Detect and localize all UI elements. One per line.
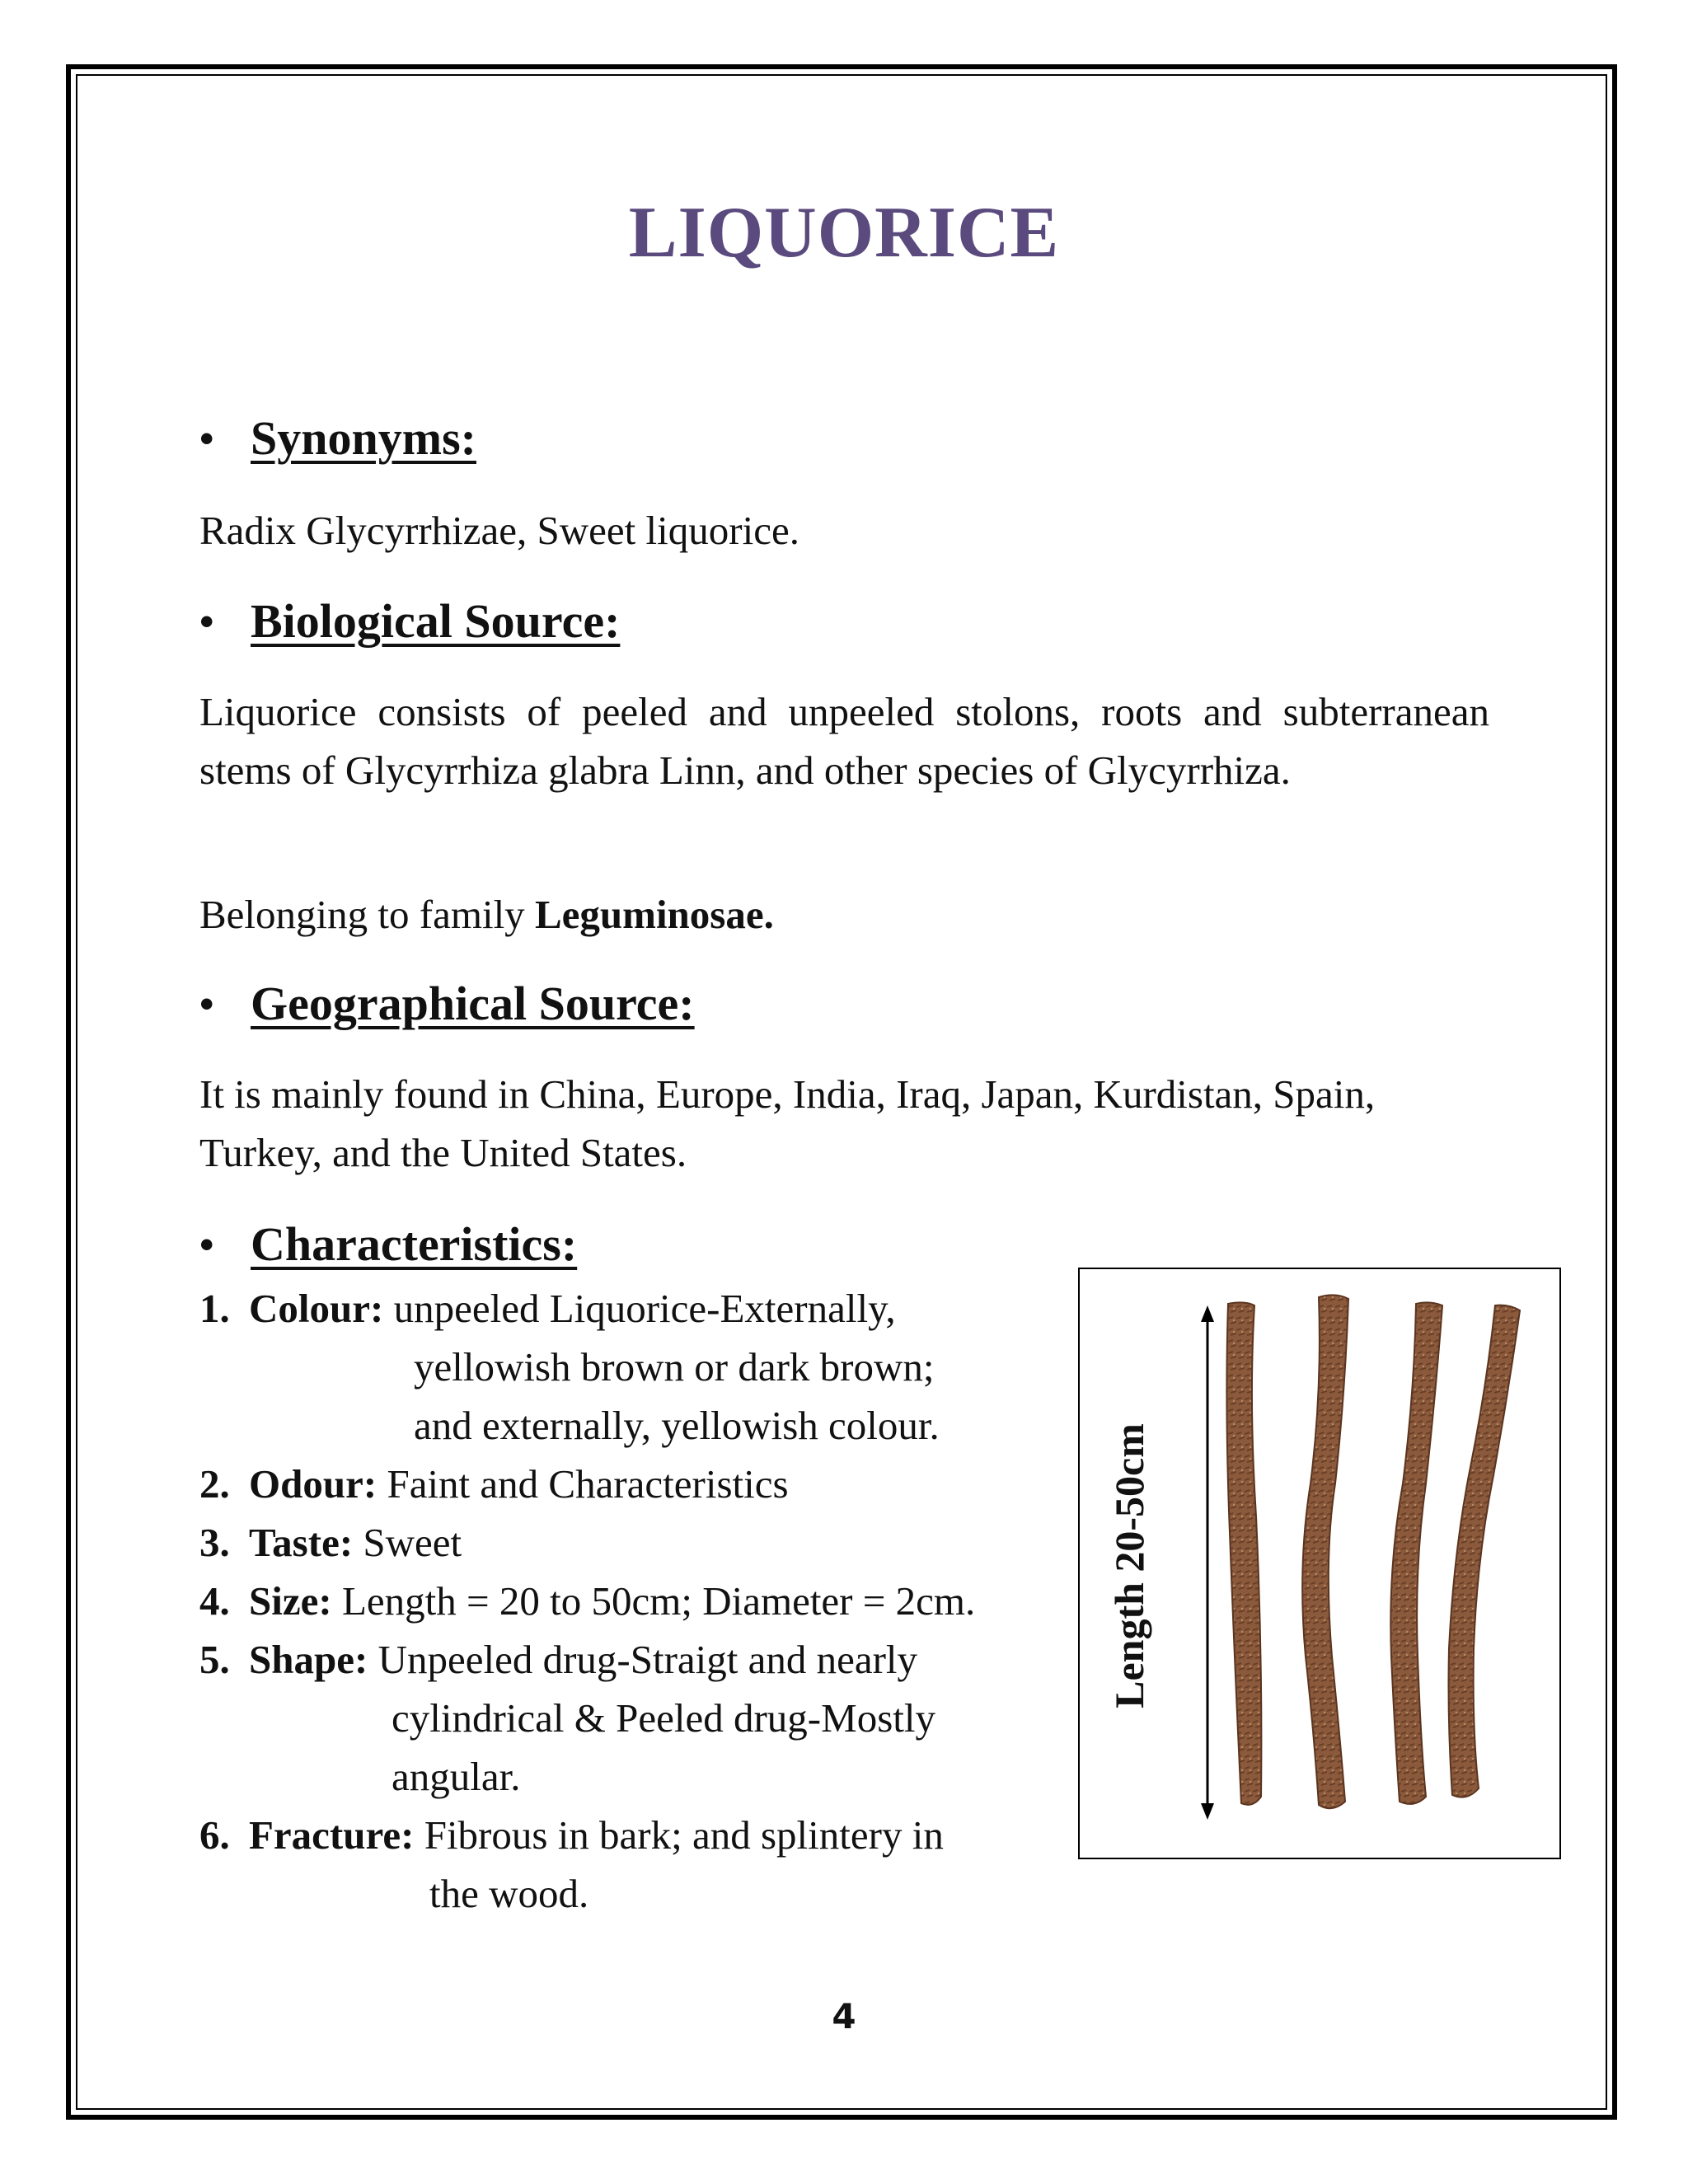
bullet: • [199, 415, 214, 462]
bullet: • [199, 598, 214, 644]
bullet: • [199, 1221, 214, 1268]
item-label: Shape: [249, 1637, 368, 1682]
page-number: 4 [832, 1996, 856, 2036]
liquorice-stick [1390, 1302, 1442, 1804]
item-number: 3. [199, 1520, 230, 1565]
item-number: 5. [199, 1637, 230, 1682]
synonyms-text: Radix Glycyrrhizae, Sweet liquorice. [199, 508, 799, 553]
item-continuation: the wood. [429, 1871, 589, 1916]
liquorice-stick [1449, 1305, 1521, 1797]
synonyms-heading [199, 410, 476, 466]
characteristic-shape [199, 1630, 917, 1689]
item-text: Faint and Characteristics [387, 1461, 789, 1507]
item-label: Colour: [249, 1286, 384, 1331]
item-continuation: angular. [392, 1754, 521, 1799]
item-continuation: and externally, yellowish colour. [414, 1403, 940, 1448]
item-label: Fracture: [249, 1812, 415, 1858]
biological-source-text: Liquorice consists of peeled and unpeeled stolons, roots and subterranean stems of Glycyrrhiza glabra Linn, and other species of Glycyrrhiza. [199, 689, 1489, 793]
item-text: Length = 20 to 50cm; Diameter = 2cm. [341, 1578, 976, 1624]
liquorice-stick [1226, 1302, 1261, 1804]
item-text: unpeeled Liquorice-Externally, [393, 1286, 896, 1331]
bullet: • [199, 980, 214, 1027]
page-title: LIQUORICE [628, 193, 1060, 273]
characteristic-size [199, 1572, 975, 1630]
figure-length-label: Length 20-50cm [1106, 1423, 1152, 1708]
item-text: Unpeeled drug-Straigt and nearly [377, 1637, 918, 1682]
biological-source-heading [199, 593, 620, 649]
biological-source-heading-label: Biological Source: [251, 594, 621, 648]
item-number: 1. [199, 1286, 230, 1331]
item-label: Taste: [249, 1520, 354, 1565]
liquorice-stick [1302, 1295, 1348, 1808]
item-number: 6. [199, 1812, 230, 1858]
item-number: 4. [199, 1578, 230, 1624]
family-line [199, 885, 1489, 944]
liquorice-figure [1078, 1268, 1561, 1859]
item-continuation: cylindrical & Peeled drug-Mostly [392, 1695, 935, 1741]
item-continuation: yellowish brown or dark brown; [414, 1344, 935, 1390]
characteristics-heading [199, 1216, 577, 1272]
item-text: Fibrous in bark; and splintery in [424, 1812, 944, 1858]
characteristics-heading-label: Characteristics: [251, 1217, 578, 1271]
item-text: Sweet [363, 1520, 462, 1565]
characteristic-odour [199, 1455, 789, 1513]
item-label: Odour: [249, 1461, 377, 1507]
family-prefix: Belonging to family [199, 892, 535, 937]
item-number: 2. [199, 1461, 230, 1507]
length-arrow [1201, 1305, 1214, 1820]
family-name: Leguminosae. [534, 892, 774, 937]
characteristic-taste [199, 1513, 462, 1572]
characteristic-fracture [199, 1806, 944, 1864]
geographical-source-text: It is mainly found in China, Europe, India, Iraq, Japan, Kurdistan, Spain, Turkey, and the United States. [199, 1071, 1376, 1175]
geographical-source-heading-label: Geographical Source: [251, 977, 695, 1030]
geographical-source-heading [199, 976, 695, 1031]
item-label: Size: [249, 1578, 332, 1624]
characteristic-colour [199, 1279, 896, 1338]
synonyms-heading-label: Synonyms: [251, 411, 476, 465]
